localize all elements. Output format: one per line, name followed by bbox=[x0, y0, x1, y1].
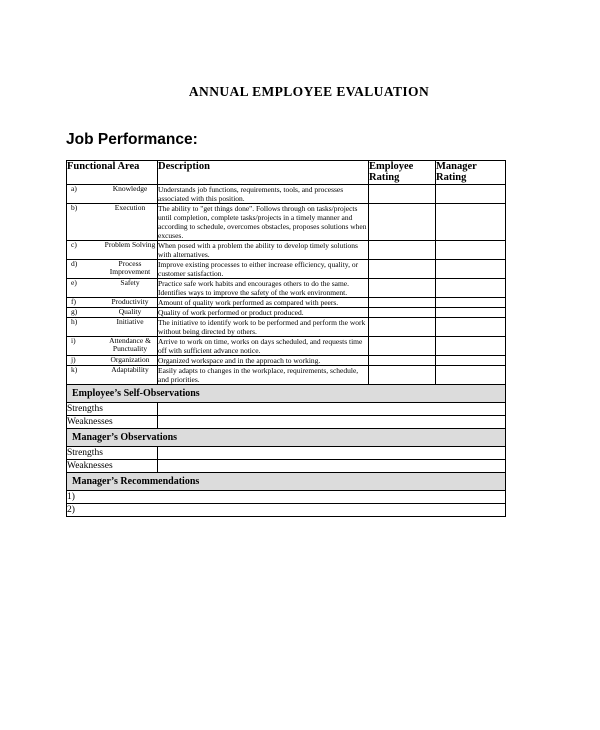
manager-rating-field[interactable] bbox=[436, 318, 506, 337]
row-letter: e) bbox=[71, 278, 77, 287]
recommendations-heading: Manager’s Recommendations bbox=[67, 473, 506, 491]
row-letter: b) bbox=[71, 203, 78, 212]
functional-area-name: Knowledge bbox=[112, 184, 148, 193]
table-row bbox=[67, 279, 506, 298]
row-letter: c) bbox=[71, 240, 77, 249]
description-cell: When posed with a problem the ability to develop timely solutions with alternatives. bbox=[158, 241, 369, 260]
description-cell: Practice safe work habits and encourages others to do the same. Identifies ways to improve the safety of the work environment. bbox=[158, 279, 369, 298]
description-cell: The ability to "get things done". Follows through on tasks/projects until completion, complete tasks/projects in a timely manner and according to schedule, overcomes obstacles, proposes solutions when excuses. bbox=[158, 204, 367, 240]
self-weaknesses-row bbox=[67, 416, 506, 429]
manager-rating-field[interactable] bbox=[436, 279, 506, 298]
performance-rows bbox=[67, 185, 506, 385]
table-row bbox=[67, 185, 506, 204]
employee-rating-field[interactable] bbox=[369, 318, 436, 337]
manager-rating-field[interactable] bbox=[436, 241, 506, 260]
functional-area-cell bbox=[67, 279, 158, 298]
recommendation-item-1[interactable] bbox=[67, 491, 506, 504]
employee-rating-field[interactable] bbox=[369, 185, 436, 204]
functional-area-cell bbox=[67, 337, 158, 356]
employee-rating-field[interactable] bbox=[369, 308, 436, 318]
functional-area-name: Quality bbox=[118, 307, 142, 316]
table-row bbox=[67, 356, 506, 366]
employee-rating-field[interactable] bbox=[369, 204, 436, 241]
header-functional-area: Functional Area bbox=[67, 161, 158, 185]
functional-area-cell bbox=[67, 366, 158, 385]
manager-rating-field[interactable] bbox=[436, 308, 506, 318]
description-cell: Easily adapts to changes in the workplace, requirements, schedule, and priorities. bbox=[158, 366, 369, 385]
employee-rating-field[interactable] bbox=[369, 298, 436, 308]
manager-observations-heading: Manager’s Observations bbox=[67, 429, 506, 447]
functional-area-cell bbox=[67, 356, 158, 366]
functional-area-cell bbox=[67, 298, 158, 308]
functional-area-name: Attendance & Punctuality bbox=[109, 336, 151, 353]
functional-area-cell bbox=[67, 241, 158, 260]
manager-weaknesses-label: Weaknesses bbox=[67, 460, 158, 473]
self-weaknesses-label: Weaknesses bbox=[67, 416, 158, 429]
self-strengths-label: Strengths bbox=[67, 403, 158, 416]
description-cell: The initiative to identify work to be performed and perform the work without being directed by others. bbox=[158, 318, 369, 337]
header-employee-rating: Employee Rating bbox=[369, 161, 436, 185]
manager-rating-field[interactable] bbox=[436, 356, 506, 366]
employee-rating-field[interactable] bbox=[369, 260, 436, 279]
functional-area-name: Adaptability bbox=[111, 365, 149, 374]
functional-area-name: Organization bbox=[110, 355, 150, 364]
employee-rating-field[interactable] bbox=[369, 241, 436, 260]
manager-rating-field[interactable] bbox=[436, 298, 506, 308]
manager-strengths-label: Strengths bbox=[67, 447, 158, 460]
self-observations-row bbox=[67, 385, 506, 403]
recommendation-2-field[interactable]: 2) bbox=[67, 504, 506, 517]
recommendations-row bbox=[67, 473, 506, 491]
manager-strengths-row bbox=[67, 447, 506, 460]
manager-rating-field[interactable] bbox=[436, 204, 506, 241]
manager-strengths-field[interactable] bbox=[158, 447, 506, 460]
table-row bbox=[67, 318, 506, 337]
functional-area-cell bbox=[67, 318, 158, 337]
row-letter: i) bbox=[71, 336, 76, 345]
employee-rating-field[interactable] bbox=[369, 337, 436, 356]
employee-rating-field[interactable] bbox=[369, 356, 436, 366]
functional-area-name: Execution bbox=[114, 203, 146, 212]
functional-area-cell bbox=[67, 308, 158, 318]
row-letter: a) bbox=[71, 184, 77, 193]
table-row bbox=[67, 260, 506, 279]
self-weaknesses-field[interactable] bbox=[158, 416, 506, 429]
description-cell: Organized workspace and in the approach to working. bbox=[158, 356, 369, 366]
employee-rating-field[interactable] bbox=[369, 366, 436, 385]
description-cell: Amount of quality work performed as compared with peers. bbox=[158, 298, 369, 308]
manager-rating-field[interactable] bbox=[436, 337, 506, 356]
table-row bbox=[67, 204, 506, 241]
functional-area-cell bbox=[67, 260, 158, 279]
functional-area-name: Process Improvement bbox=[109, 259, 151, 276]
evaluation-table bbox=[66, 160, 506, 517]
recommendation-item-2[interactable] bbox=[67, 504, 506, 517]
table-header-row bbox=[67, 161, 506, 185]
manager-rating-field[interactable] bbox=[436, 366, 506, 385]
table-row bbox=[67, 366, 506, 385]
description-cell: Understands job functions, requirements, tools, and processes associated with this position. bbox=[158, 185, 369, 204]
functional-area-cell bbox=[67, 204, 158, 241]
manager-observations-row bbox=[67, 429, 506, 447]
functional-area-cell bbox=[67, 185, 158, 204]
functional-area-name: Problem Solving bbox=[104, 240, 156, 249]
table-row bbox=[67, 298, 506, 308]
employee-rating-field[interactable] bbox=[369, 279, 436, 298]
row-letter: h) bbox=[71, 317, 78, 326]
functional-area-name: Safety bbox=[120, 278, 140, 287]
table-row bbox=[67, 308, 506, 318]
functional-area-name: Initiative bbox=[116, 317, 144, 326]
self-strengths-field[interactable] bbox=[158, 403, 506, 416]
row-letter: f) bbox=[71, 297, 76, 306]
functional-area-name: Productivity bbox=[111, 297, 149, 306]
manager-weaknesses-field[interactable] bbox=[158, 460, 506, 473]
section-heading-job-performance: Job Performance: bbox=[66, 131, 198, 148]
row-letter: j) bbox=[71, 355, 76, 364]
description-cell: Arrive to work on time, works on days scheduled, and requests time off with sufficient advance notice. bbox=[158, 337, 369, 356]
row-letter: d) bbox=[71, 259, 78, 268]
header-description: Description bbox=[158, 161, 369, 185]
recommendation-1-field[interactable]: 1) bbox=[67, 491, 506, 504]
header-manager-rating: Manager Rating bbox=[436, 161, 506, 185]
table-row bbox=[67, 337, 506, 356]
manager-rating-field[interactable] bbox=[436, 185, 506, 204]
table-row bbox=[67, 241, 506, 260]
self-observations-heading: Employee’s Self-Observations bbox=[67, 385, 506, 403]
document-title: ANNUAL EMPLOYEE EVALUATION bbox=[188, 84, 430, 99]
manager-weaknesses-row bbox=[67, 460, 506, 473]
description-cell: Quality of work performed or product produced. bbox=[158, 308, 369, 318]
row-letter: k) bbox=[71, 365, 78, 374]
description-cell: Improve existing processes to either increase efficiency, quality, or customer satisfaction. bbox=[158, 260, 369, 279]
row-letter: g) bbox=[71, 307, 78, 316]
self-strengths-row bbox=[67, 403, 506, 416]
manager-rating-field[interactable] bbox=[436, 260, 506, 279]
